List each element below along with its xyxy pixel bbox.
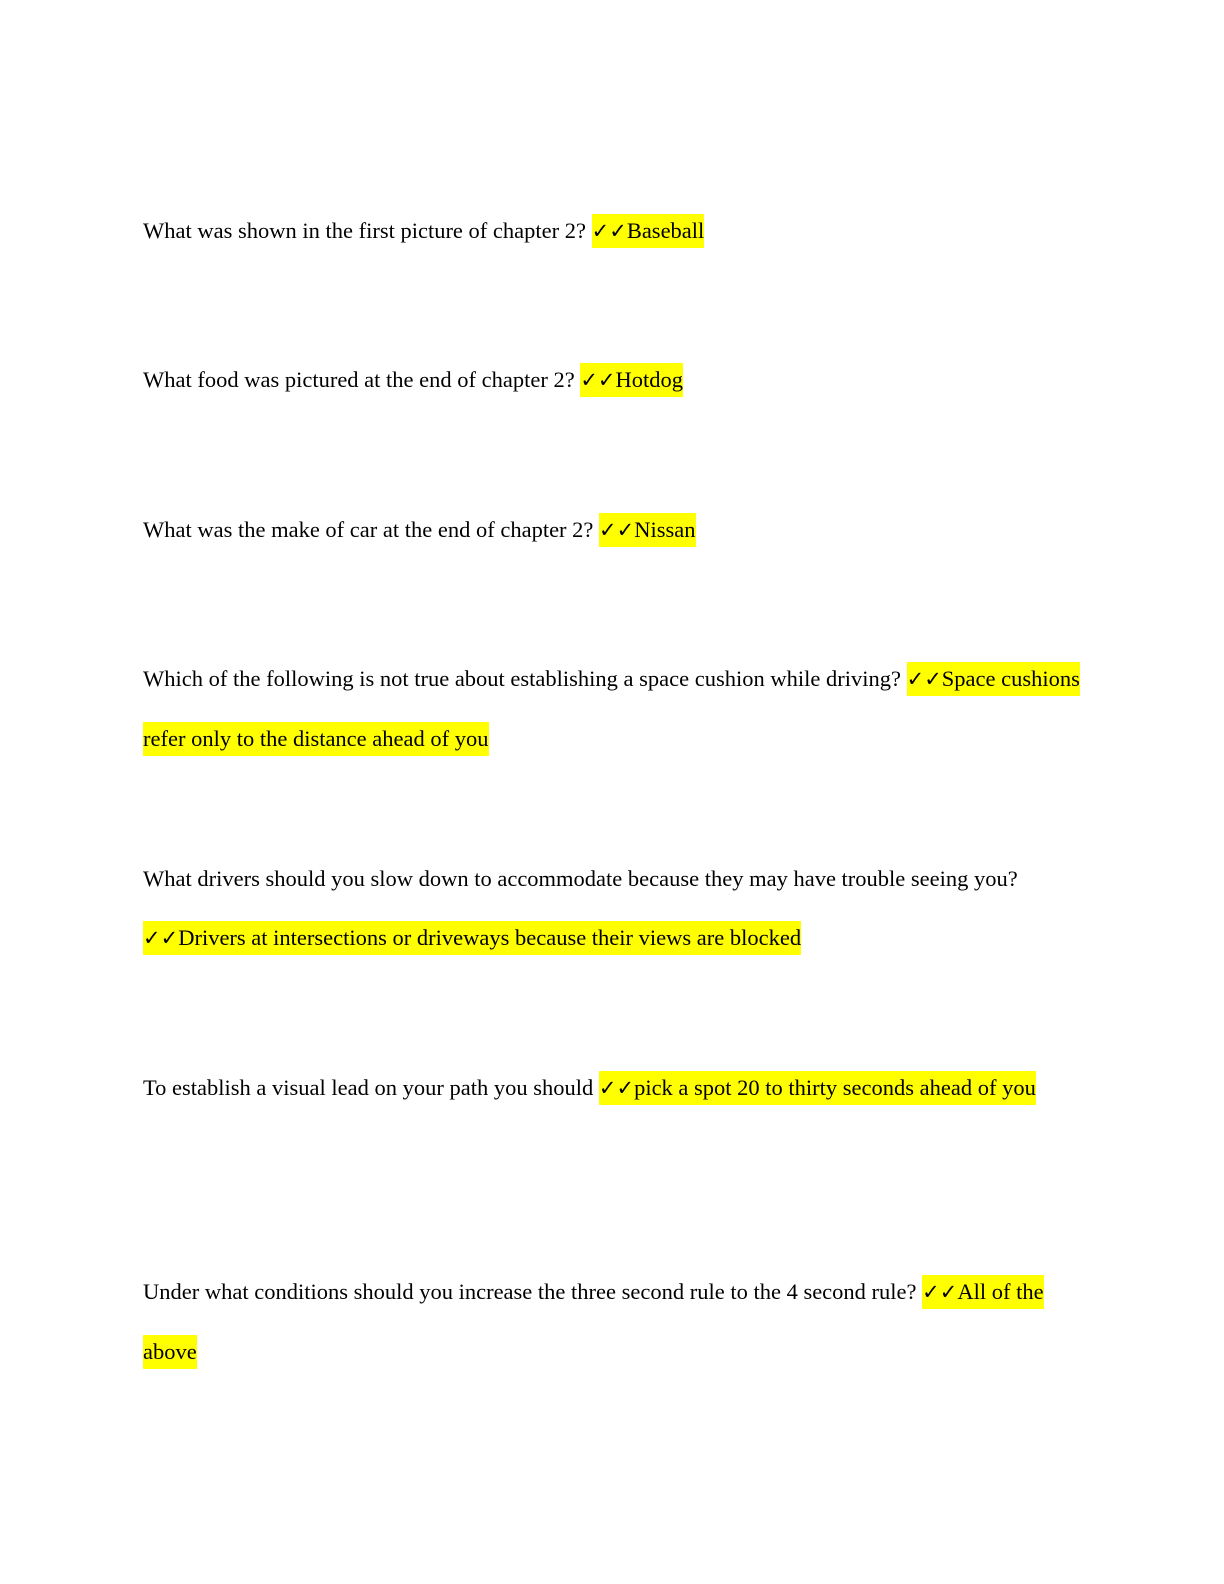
qa-item-4: [143, 649, 1083, 768]
question-text: What food was pictured at the end of chapter 2?: [143, 367, 575, 392]
answer-highlight: [580, 363, 683, 397]
question-text: What was the make of car at the end of chapter 2?: [143, 517, 594, 542]
answer-highlight: [592, 214, 705, 248]
qa-item-3: [143, 500, 1083, 560]
answer-text: Nissan: [634, 517, 696, 542]
qa-item-2: [143, 350, 1083, 410]
qa-item-6: [143, 1058, 1083, 1118]
answer-text: All of the above: [143, 1279, 1044, 1364]
answer-highlight: [143, 921, 801, 955]
question-text: To establish a visual lead on your path you should: [143, 1075, 594, 1100]
answer-highlight: [599, 513, 695, 547]
question-text: Which of the following is not true about establishing a space cushion while driving?: [143, 666, 901, 691]
double-check-icon: ✓✓: [591, 219, 627, 243]
qa-item-5: [143, 849, 1083, 968]
double-check-icon: ✓✓: [580, 368, 616, 392]
question-text: What drivers should you slow down to accommodate because they may have trouble seeing you?: [143, 866, 1018, 891]
answer-text: Drivers at intersections or driveways because their views are blocked: [178, 925, 802, 950]
qa-item-7: [143, 1262, 1083, 1381]
double-check-icon: ✓✓: [599, 518, 635, 542]
double-check-icon: ✓✓: [922, 1280, 958, 1304]
answer-text: Space cushions refer only to the distance ahead of you: [143, 666, 1080, 751]
double-check-icon: ✓✓: [143, 926, 179, 950]
answer-text: Hotdog: [615, 367, 684, 392]
question-text: What was shown in the first picture of chapter 2?: [143, 218, 586, 243]
question-text: Under what conditions should you increase the three second rule to the 4 second rule?: [143, 1279, 917, 1304]
double-check-icon: ✓✓: [598, 1076, 635, 1100]
qa-item-1: [143, 201, 1083, 261]
answer-text: Baseball: [626, 218, 705, 243]
answer-text: pick a spot 20 to thirty seconds ahead of you: [634, 1075, 1036, 1100]
double-check-icon: ✓✓: [906, 667, 942, 691]
answer-highlight: [599, 1071, 1036, 1105]
